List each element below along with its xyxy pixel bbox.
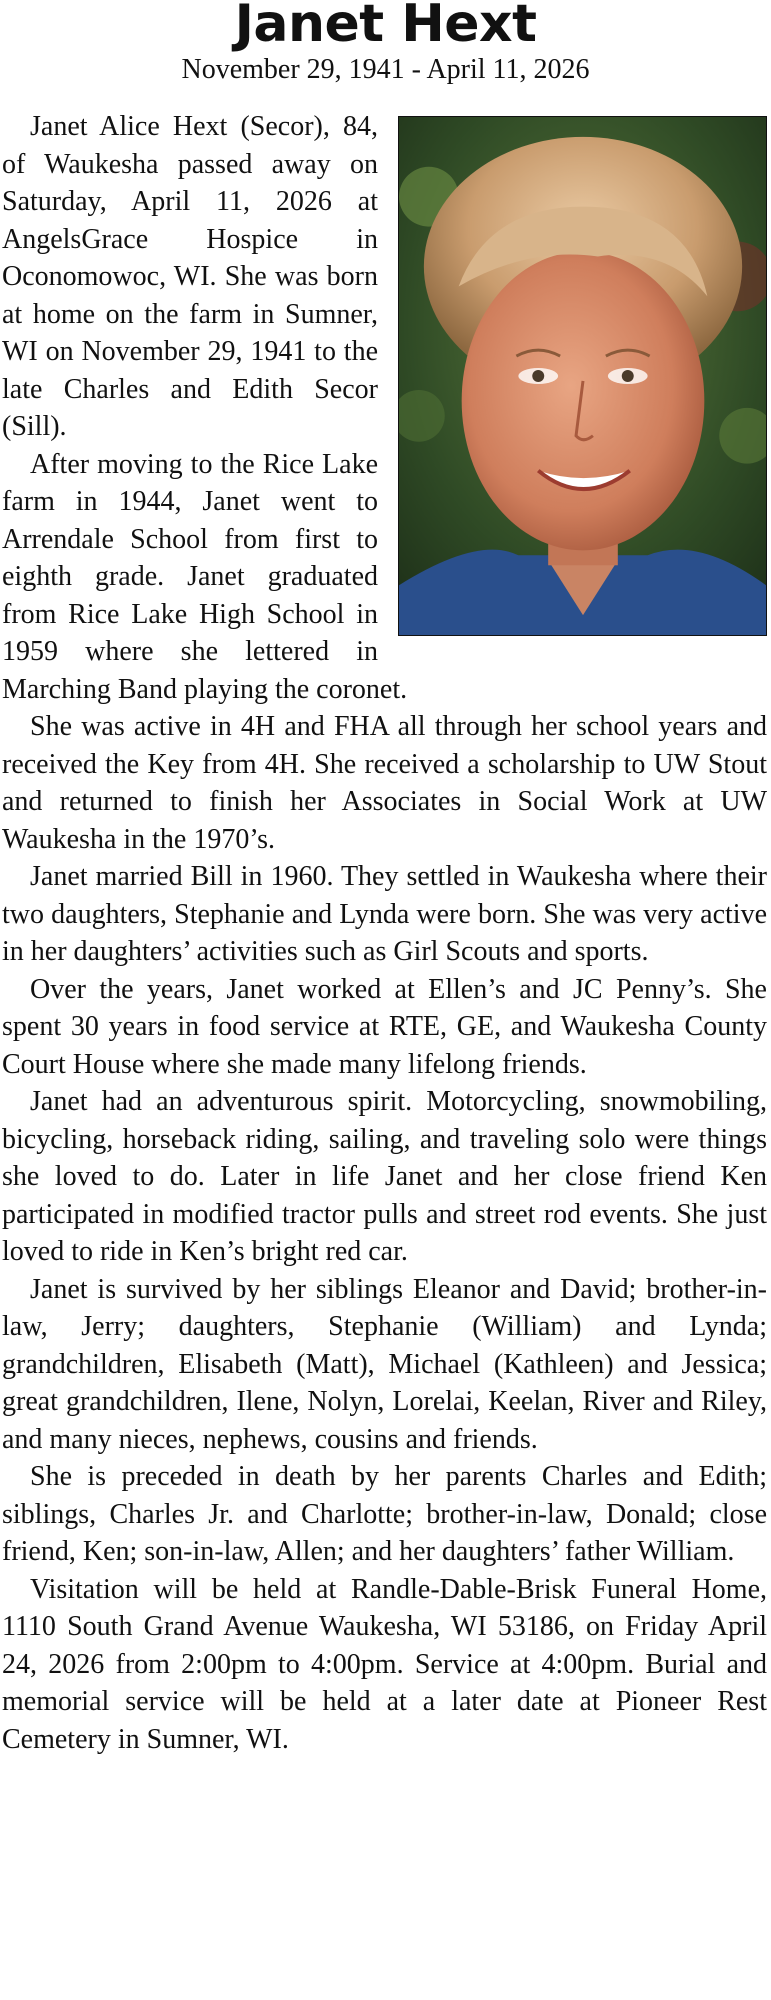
portrait-photo-icon bbox=[399, 117, 766, 635]
obituary-paragraph: Janet had an adventurous spirit. Motorcycling, snowmobiling, bicycling, horseback riding, sailing, and traveling solo were things she loved to do. Later in life Janet and her close friend Ken participated in modified tractor pulls and street rod events. She just loved to ride in Ken’s bright red car. bbox=[2, 1086, 767, 1267]
obituary-name: Janet Hext bbox=[234, 0, 537, 54]
obituary-paragraph: Janet is survived by her siblings Eleanor and David; brother-in-law, Jerry; daughters, Stephanie (William) and Lynda; grandchildren, Elisabeth (Matt), Michael (Kathleen) and Jessica; great grandchildren, Ilene, Nolyn, Lorelai, Keelan, River and Riley, and many nieces, nephews, cousins and friends. bbox=[2, 1273, 767, 1455]
obituary-body bbox=[2, 108, 767, 1758]
obituary-paragraph: Visitation will be held at Randle-Dable-Brisk Funeral Home, 1110 South Grand Avenue Waukesha, WI 53186, on Friday April 24, 2026 from 2:00pm to 4:00pm. Service at 4:00pm. Burial and memorial service will be held at a later date at Pioneer Rest Cemetery in Sumner, WI. bbox=[2, 1573, 767, 1755]
obituary-paragraph: She is preceded in death by her parents Charles and Edith; siblings, Charles Jr. and Charlotte; brother-in-law, Donald; close friend, Ken; son-in-law, Allen; and her daughters’ father William. bbox=[2, 1461, 767, 1567]
obituary-dates: November 29, 1941 - April 11, 2026 bbox=[181, 54, 590, 85]
obituary-paragraph: Janet Alice Hext (Secor), 84, of Waukesha passed away on Saturday, April 11, 2026 at AngelsGrace Hospice in Oconomowoc, WI. She was born at home on the farm in Sumner, WI on November 29, 1941 to the late Charles and Edith Secor (Sill). bbox=[2, 111, 378, 442]
obituary-paragraph: Janet married Bill in 1960. They settled in Waukesha where their two daughters, Stephanie and Lynda were born. She was very active in her daughters’ activities such as Girl Scouts and sports. bbox=[2, 861, 767, 967]
obituary-paragraph: After moving to the Rice Lake farm in 1944, Janet went to Arrendale School from first to eighth grade. Janet graduated from Rice Lake High School in 1959 where she lettered in Marching Band playing the coronet. bbox=[2, 448, 408, 705]
obituary-paragraph: She was active in 4H and FHA all through her school years and received the Key from 4H. She received a scholarship to UW Stout and returned to finish her Associates in Social Work at UW Waukesha in the 1970’s. bbox=[2, 711, 767, 855]
portrait-photo bbox=[398, 116, 767, 636]
obituary-paragraph: Over the years, Janet worked at Ellen’s and JC Penny’s. She spent 30 years in food service at RTE, GE, and Waukesha County Court House where she made many lifelong friends. bbox=[2, 973, 767, 1080]
